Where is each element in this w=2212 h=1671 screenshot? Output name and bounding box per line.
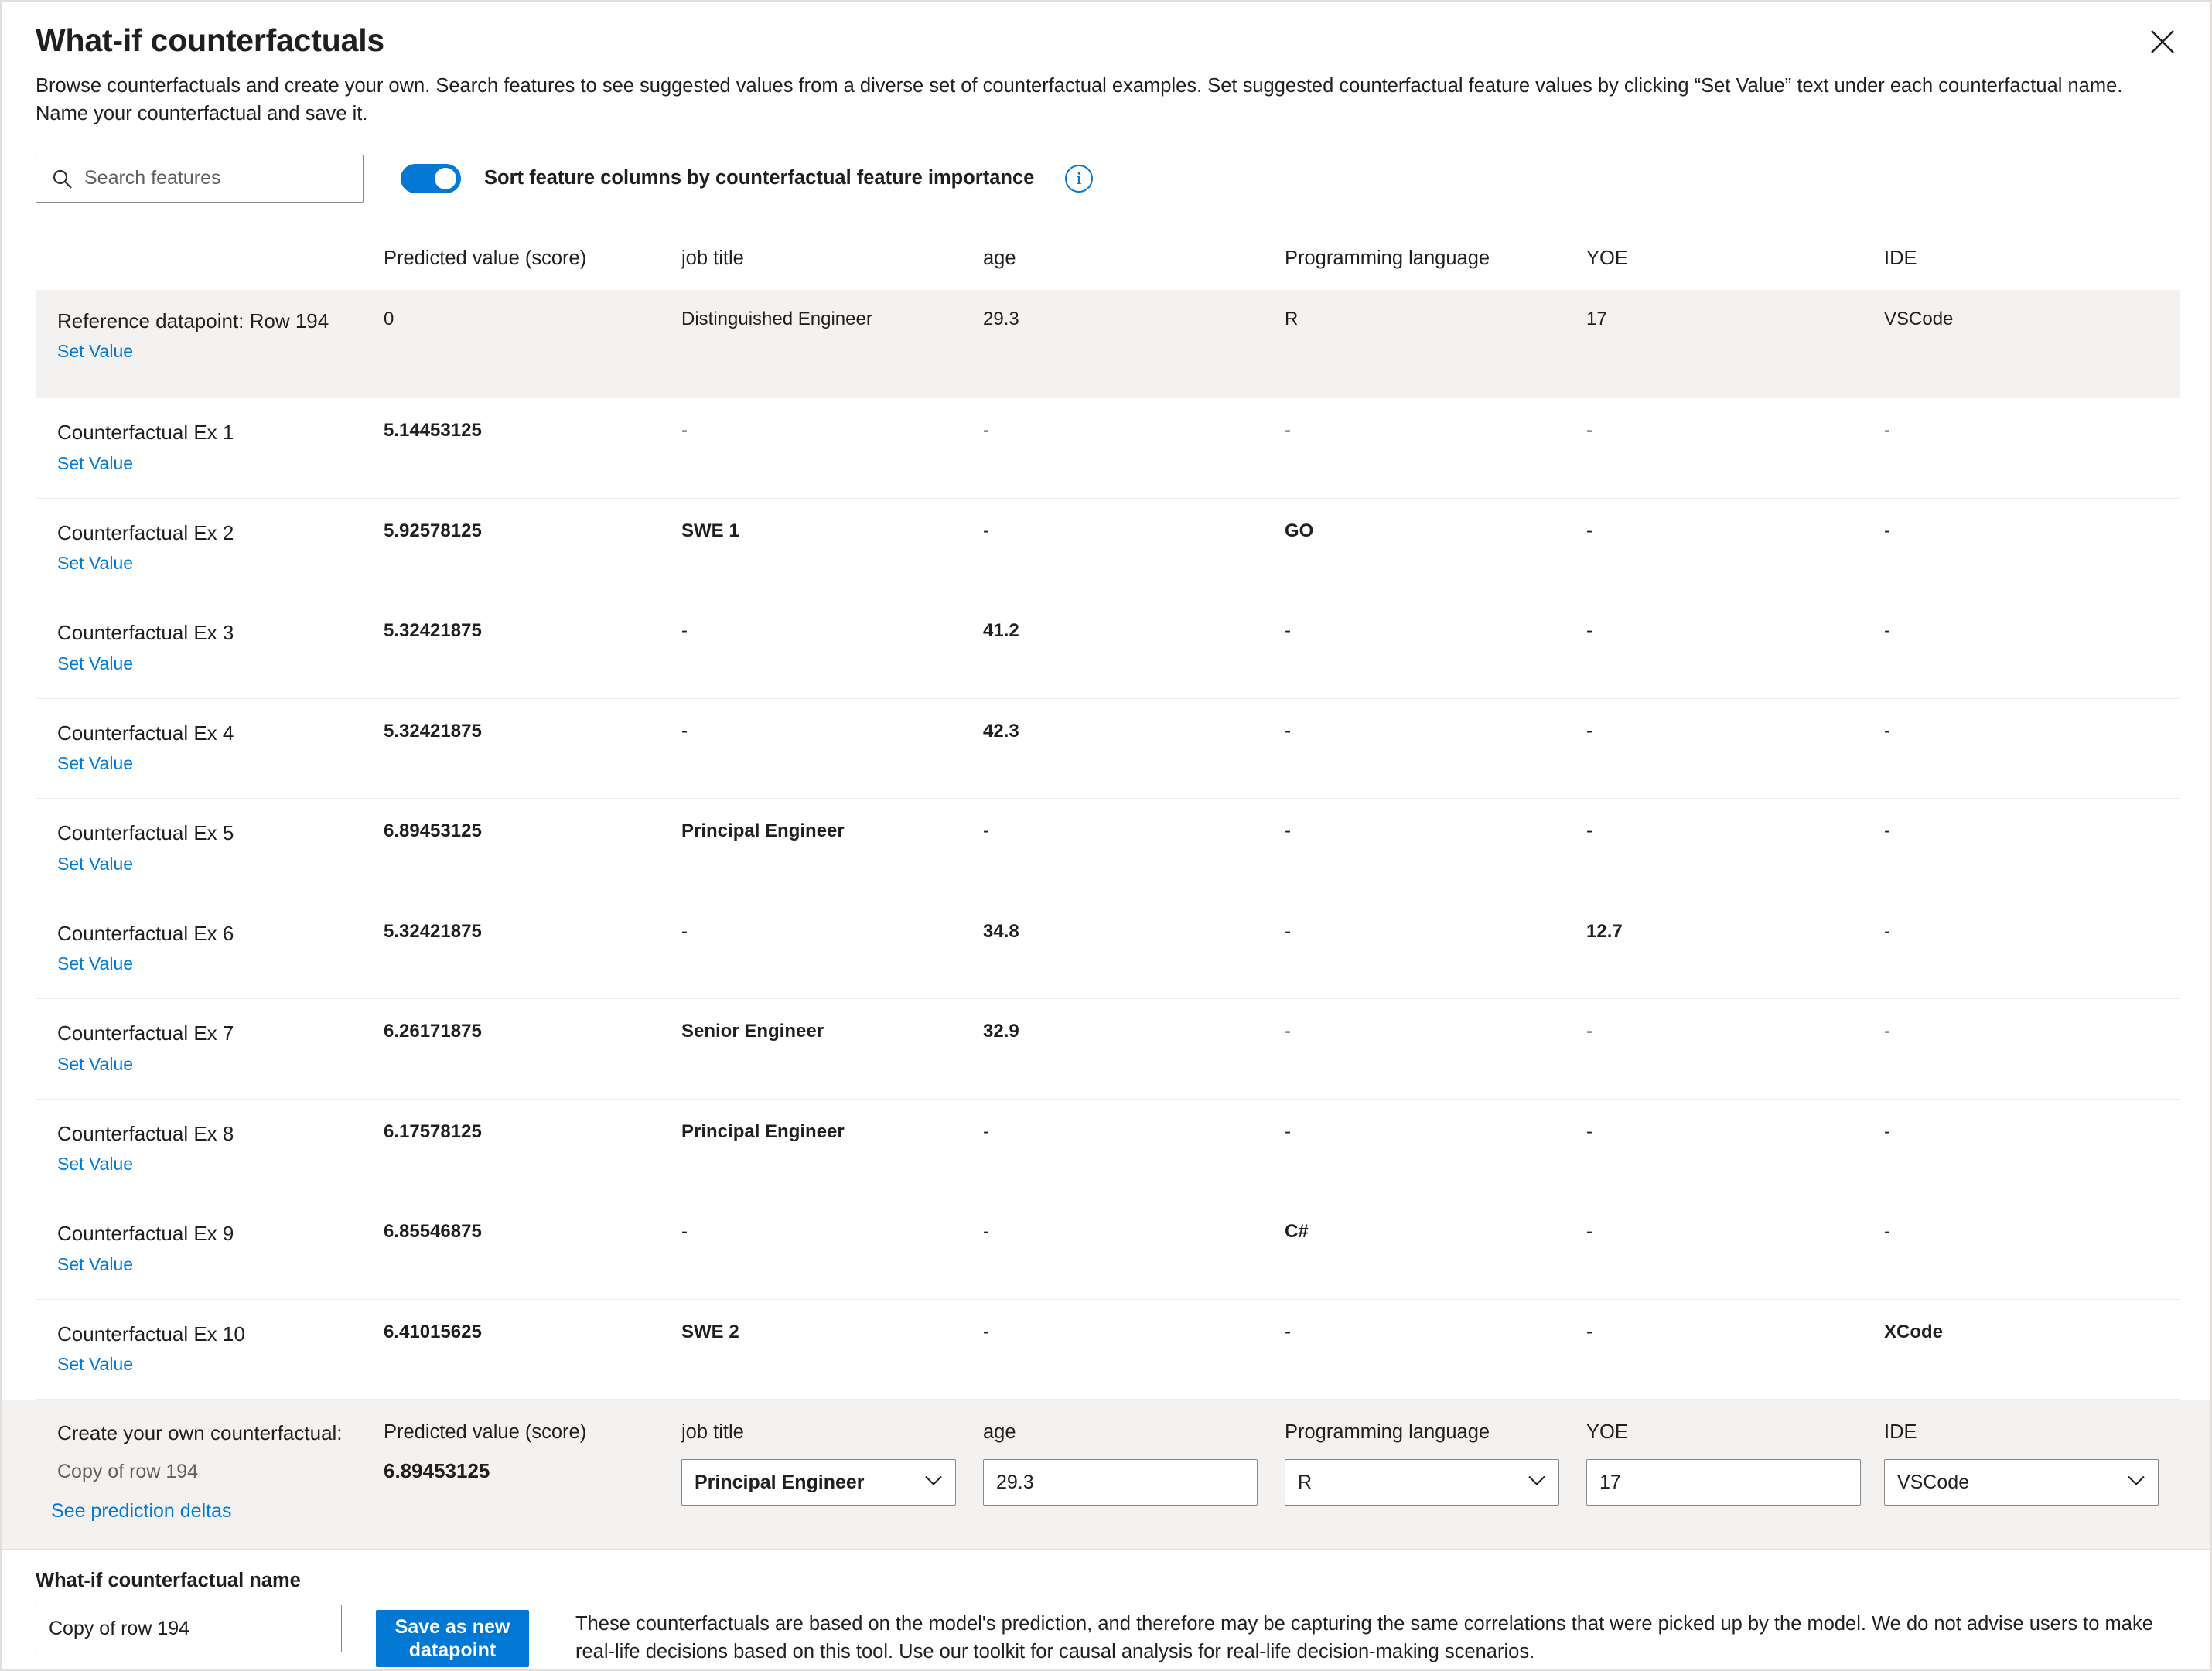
counterfactual-name-input[interactable] — [36, 1605, 342, 1652]
create-predicted-value: 6.89453125 — [384, 1459, 490, 1483]
yoe-cell — [1586, 498, 1884, 598]
row-name: Counterfactual Ex 4 — [57, 721, 234, 745]
cell-value: - — [1884, 1021, 1890, 1042]
job-title-cell — [681, 999, 983, 1100]
set-value-link[interactable]: Set Value — [57, 1154, 134, 1175]
field-label-yoe: YOE — [1586, 1421, 1628, 1444]
ide-cell — [1884, 598, 2180, 699]
ide-cell — [1884, 498, 2180, 598]
row-name: Counterfactual Ex 2 — [57, 520, 234, 544]
age-cell — [983, 498, 1285, 598]
set-value-link[interactable]: Set Value — [57, 953, 134, 974]
row-name: Counterfactual Ex 7 — [57, 1021, 234, 1045]
predicted-value-cell — [384, 1099, 681, 1199]
yoe-input[interactable] — [1586, 1459, 1861, 1506]
cell-value: - — [1586, 720, 1592, 742]
cell-value: - — [681, 1221, 688, 1243]
set-value-link[interactable]: Set Value — [57, 1253, 134, 1274]
yoe-cell — [1586, 398, 1884, 498]
yoe-cell — [1586, 899, 1884, 999]
table-row — [36, 698, 2180, 799]
cell-value: - — [1884, 820, 1890, 842]
row-label-cell — [36, 899, 384, 999]
search-input[interactable] — [75, 166, 350, 190]
job-title-cell — [681, 290, 983, 399]
search-features-box[interactable] — [36, 155, 364, 203]
cell-value: - — [983, 1321, 989, 1342]
set-value-link[interactable]: Set Value — [57, 853, 134, 874]
footer-disclaimer: These counterfactuals are based on the model's prediction, and therefore may be capturing the same correlations that were picked up by the model. We do not advise users to make real-life decisions based on this tool. Use our toolkit for causal analysis for real-life decision-making scenarios. — [575, 1613, 2153, 1663]
set-value-link[interactable]: Set Value — [57, 653, 134, 674]
ide-cell — [1884, 698, 2180, 799]
job-title-cell — [681, 1199, 983, 1300]
predicted-value-cell — [384, 1299, 681, 1400]
cell-value: - — [1586, 420, 1592, 442]
row-name: Counterfactual Ex 8 — [57, 1121, 234, 1145]
create-predicted-block — [384, 1421, 681, 1483]
predicted-value-cell — [384, 398, 681, 498]
field-age — [983, 1421, 1285, 1506]
create-label-block — [36, 1421, 384, 1523]
yoe-cell — [1586, 799, 1884, 899]
cell-value: 29.3 — [983, 308, 1019, 329]
cell-value: - — [681, 420, 688, 442]
row-label-cell — [36, 1099, 384, 1199]
cell-value: - — [1884, 920, 1890, 942]
yoe-cell — [1586, 999, 1884, 1100]
predicted-value: 5.32421875 — [384, 920, 482, 942]
sort-by-importance-toggle[interactable] — [401, 164, 461, 193]
predicted-value: 5.92578125 — [384, 520, 482, 541]
age-input[interactable] — [983, 1459, 1258, 1506]
job-title-cell — [681, 1099, 983, 1199]
cell-value: - — [681, 620, 688, 642]
set-value-link[interactable]: Set Value — [57, 553, 134, 574]
counterfactuals-table-area — [2, 247, 2210, 1400]
cell-value: - — [983, 420, 989, 442]
job-title-cell — [681, 799, 983, 899]
yoe-cell — [1586, 1299, 1884, 1400]
sort-toggle-label: Sort feature columns by counterfactual feature importance — [484, 167, 1035, 189]
cell-value: - — [681, 720, 688, 742]
cell-value: - — [1586, 1321, 1592, 1342]
row-label-cell — [36, 1299, 384, 1400]
close-icon[interactable] — [2142, 22, 2183, 62]
age-cell — [983, 999, 1285, 1100]
cell-value: 42.3 — [983, 720, 1019, 742]
cell-value: XCode — [1884, 1321, 1944, 1342]
predicted-value: 0 — [384, 308, 394, 329]
field-label-ide: IDE — [1884, 1421, 1917, 1444]
cell-value: - — [983, 1120, 989, 1142]
ide-cell — [1884, 1099, 2180, 1199]
table-row — [36, 1099, 2180, 1199]
row-name: Counterfactual Ex 9 — [57, 1222, 234, 1246]
predicted-value-cell — [384, 698, 681, 799]
predicted-value-cell — [384, 1199, 681, 1300]
cell-value: - — [1285, 1021, 1291, 1042]
see-prediction-deltas-link[interactable]: See prediction deltas — [51, 1500, 232, 1523]
programming-language-select[interactable] — [1285, 1459, 1559, 1506]
programming-language-cell — [1285, 1099, 1586, 1199]
age-cell — [983, 698, 1285, 799]
cell-value: 41.2 — [983, 620, 1019, 642]
cell-value: Distinguished Engineer — [681, 308, 872, 329]
predicted-value: 5.32421875 — [384, 620, 482, 642]
set-value-link[interactable]: Set Value — [57, 1053, 134, 1074]
panel-footer — [2, 1550, 2210, 1667]
field-label-programming-language: Programming language — [1285, 1421, 1490, 1444]
field-yoe — [1586, 1421, 1884, 1506]
cell-value: 32.9 — [983, 1021, 1019, 1042]
counterfactual-name-label: What-if counterfactual name — [36, 1570, 301, 1592]
cell-value: C# — [1285, 1221, 1309, 1243]
column-header-predicted-value: Predicted value (score) — [384, 247, 587, 269]
programming-language-cell — [1285, 290, 1586, 399]
job-title-cell — [681, 698, 983, 799]
cell-value: Principal Engineer — [681, 820, 845, 842]
row-label-cell — [36, 398, 384, 498]
predicted-value-cell — [384, 899, 681, 999]
cell-value: - — [1586, 820, 1592, 842]
ide-select[interactable] — [1884, 1459, 2159, 1506]
ide-cell — [1884, 290, 2180, 399]
cell-value: SWE 2 — [681, 1321, 739, 1342]
table-row — [36, 799, 2180, 899]
cell-value: Principal Engineer — [681, 1120, 845, 1142]
job-title-cell — [681, 498, 983, 598]
set-value-link[interactable]: Set Value — [57, 753, 134, 774]
programming-language-cell — [1285, 799, 1586, 899]
predicted-value-cell — [384, 799, 681, 899]
row-label-cell — [36, 698, 384, 799]
programming-language-cell — [1285, 698, 1586, 799]
create-copy-name: Copy of row 194 — [57, 1461, 199, 1483]
info-icon[interactable]: i — [1065, 165, 1093, 193]
cell-value: - — [1285, 420, 1291, 442]
age-cell — [983, 598, 1285, 699]
predicted-value: 6.17578125 — [384, 1120, 482, 1142]
ide-cell — [1884, 899, 2180, 999]
create-predicted-header: Predicted value (score) — [384, 1421, 587, 1444]
programming-language-cell — [1285, 899, 1586, 999]
predicted-value-cell — [384, 999, 681, 1100]
panel-header — [2, 2, 2210, 128]
counterfactuals-table — [36, 247, 2180, 1400]
age-cell — [983, 1099, 1285, 1199]
job-title-cell — [681, 899, 983, 999]
cell-value: 12.7 — [1586, 920, 1623, 942]
cell-value: - — [1586, 1021, 1592, 1042]
job-title-cell — [681, 1299, 983, 1400]
save-as-new-datapoint-button[interactable]: Save as new datapoint — [376, 1610, 529, 1667]
sort-toggle-group — [401, 164, 1093, 193]
table-row — [36, 1299, 2180, 1400]
ide-cell — [1884, 799, 2180, 899]
predicted-value-cell — [384, 598, 681, 699]
cell-value: - — [1884, 1120, 1890, 1142]
set-value-link[interactable]: Set Value — [57, 1354, 134, 1375]
age-cell — [983, 290, 1285, 399]
predicted-value: 5.32421875 — [384, 720, 482, 742]
page-description: Browse counterfactuals and create your own. Search features to see suggested values from a diverse set of counterfactual examples. Set suggested counterfactual feature values by clicking “Set Value” text under each counterfactual name. Name your counterfactual and save it. — [36, 75, 2123, 125]
table-row — [36, 598, 2180, 699]
cell-value: - — [1884, 520, 1890, 541]
row-name: Counterfactual Ex 10 — [57, 1321, 245, 1345]
set-value-link[interactable]: Set Value — [57, 341, 134, 362]
yoe-cell — [1586, 698, 1884, 799]
programming-language-cell — [1285, 1299, 1586, 1400]
cell-value: - — [1285, 720, 1291, 742]
page-title: What-if counterfactuals — [36, 22, 384, 58]
counterfactual-name-block — [36, 1570, 342, 1652]
cell-value: - — [1285, 1120, 1291, 1142]
cell-value: GO — [1285, 520, 1314, 541]
cell-value: - — [1285, 620, 1291, 642]
cell-value: SWE 1 — [681, 520, 739, 541]
field-ide — [1884, 1421, 2180, 1506]
field-label-job-title: job title — [681, 1421, 744, 1444]
cell-value: - — [1285, 820, 1291, 842]
predicted-value-cell — [384, 498, 681, 598]
column-header-name — [36, 247, 384, 290]
programming-language-cell — [1285, 498, 1586, 598]
cell-value: - — [1586, 520, 1592, 541]
yoe-cell — [1586, 1099, 1884, 1199]
table-row — [36, 398, 2180, 498]
column-header-age: age — [983, 247, 1016, 269]
ide-cell — [1884, 398, 2180, 498]
predicted-value: 6.26171875 — [384, 1021, 482, 1042]
row-label-cell — [36, 999, 384, 1100]
cell-value: - — [1884, 720, 1890, 742]
create-counterfactual-label: Create your own counterfactual: — [57, 1421, 343, 1445]
cell-value: - — [983, 520, 989, 541]
cell-value: R — [1285, 308, 1299, 329]
programming-language-cell — [1285, 999, 1586, 1100]
create-counterfactual-row — [2, 1400, 2210, 1549]
column-header-programming-language: Programming language — [1285, 247, 1490, 269]
ide-cell — [1884, 999, 2180, 1100]
table-row — [36, 899, 2180, 999]
predicted-value: 6.89453125 — [384, 820, 482, 842]
field-programming-language — [1285, 1421, 1586, 1506]
age-cell — [983, 899, 1285, 999]
ide-cell — [1884, 1199, 2180, 1300]
table-body — [36, 290, 2180, 1400]
row-label-cell — [36, 598, 384, 699]
ide-cell — [1884, 1299, 2180, 1400]
field-label-age: age — [983, 1421, 1016, 1444]
predicted-value: 6.85546875 — [384, 1221, 482, 1243]
row-name: Reference datapoint: Row 194 — [57, 309, 329, 332]
table-row — [36, 999, 2180, 1100]
cell-value: Senior Engineer — [681, 1021, 824, 1042]
age-cell — [983, 1199, 1285, 1300]
programming-language-cell — [1285, 398, 1586, 498]
programming-language-cell — [1285, 1199, 1586, 1300]
reference-row — [36, 290, 2180, 399]
row-label-cell — [36, 799, 384, 899]
column-header-ide: IDE — [1884, 247, 1917, 269]
field-job-title — [681, 1421, 983, 1506]
table-header-row — [36, 247, 2180, 290]
cell-value: 34.8 — [983, 920, 1019, 942]
set-value-link[interactable]: Set Value — [57, 452, 134, 473]
cell-value: - — [983, 820, 989, 842]
cell-value: - — [1586, 1120, 1592, 1142]
cell-value: - — [1586, 620, 1592, 642]
cell-value: - — [681, 920, 688, 942]
cell-value: 17 — [1586, 308, 1607, 329]
predicted-value: 6.41015625 — [384, 1321, 482, 1342]
row-name: Counterfactual Ex 5 — [57, 821, 234, 845]
programming-language-cell — [1285, 598, 1586, 699]
row-name: Counterfactual Ex 1 — [57, 421, 234, 445]
job-title-cell — [681, 598, 983, 699]
row-name: Counterfactual Ex 6 — [57, 921, 234, 945]
yoe-cell — [1586, 598, 1884, 699]
cell-value: - — [1285, 1321, 1291, 1342]
predicted-value: 5.14453125 — [384, 420, 482, 442]
table-row — [36, 1199, 2180, 1300]
controls-row — [2, 128, 2210, 203]
yoe-cell — [1586, 1199, 1884, 1300]
age-cell — [983, 398, 1285, 498]
row-label-cell — [36, 290, 384, 399]
row-label-cell — [36, 1199, 384, 1300]
column-header-job-title: job title — [681, 247, 744, 269]
search-icon — [49, 165, 75, 192]
age-cell — [983, 1299, 1285, 1400]
yoe-cell — [1586, 290, 1884, 399]
job-title-select[interactable] — [681, 1459, 956, 1506]
cell-value: VSCode — [1884, 308, 1954, 329]
job-title-cell — [681, 398, 983, 498]
cell-value: - — [1285, 920, 1291, 942]
cell-value: - — [1884, 420, 1890, 442]
cell-value: - — [1884, 620, 1890, 642]
toggle-knob — [435, 168, 456, 189]
cell-value: - — [1586, 1221, 1592, 1243]
row-label-cell — [36, 498, 384, 598]
cell-value: - — [983, 1221, 989, 1243]
age-cell — [983, 799, 1285, 899]
table-row — [36, 498, 2180, 598]
predicted-value-cell — [384, 290, 681, 399]
row-name: Counterfactual Ex 3 — [57, 621, 234, 645]
cell-value: - — [1884, 1221, 1890, 1243]
column-header-yoe: YOE — [1586, 247, 1628, 269]
